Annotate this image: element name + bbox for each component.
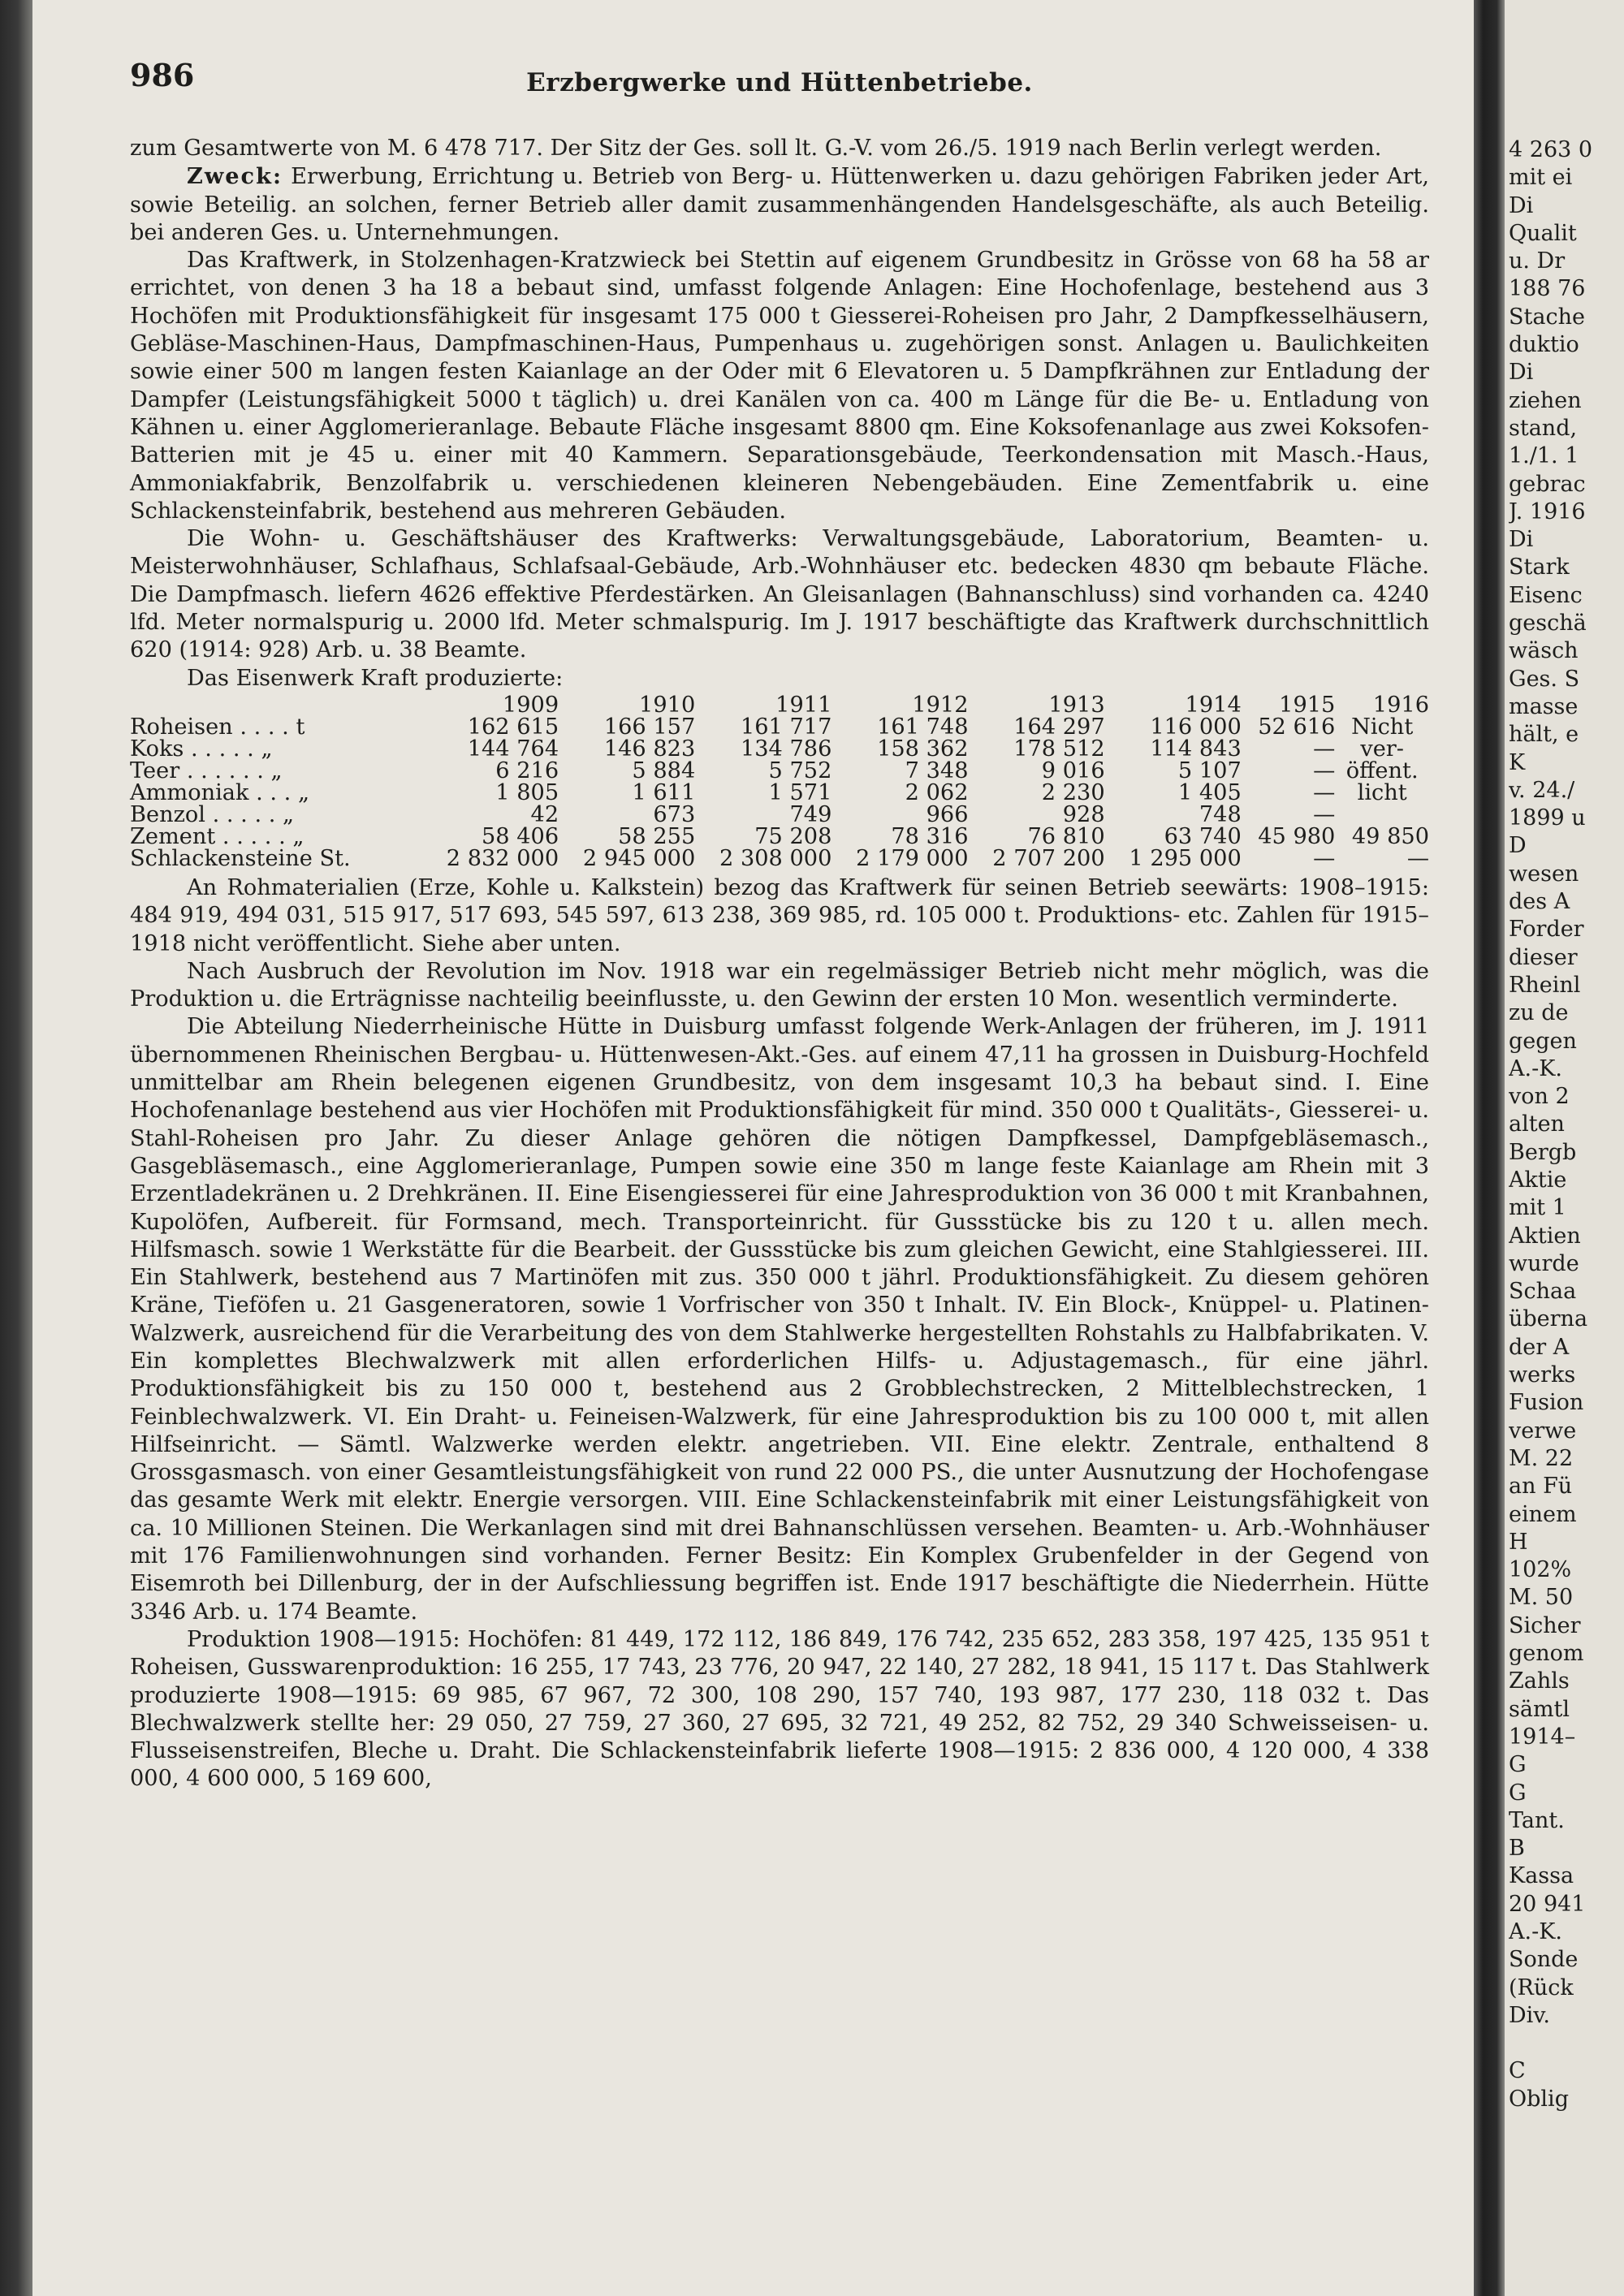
table-cell: — [1313, 757, 1336, 783]
table-row [130, 826, 1429, 848]
table-cell: 134 786 [740, 736, 832, 762]
table-cell: 1 611 [632, 779, 696, 805]
row-label: Teer . . . . . . „ [130, 757, 283, 783]
adjacent-page-fragment: 4 263 0 [1509, 137, 1593, 162]
table-cell: 2 230 [1041, 779, 1105, 805]
table-cell: 928 [1062, 801, 1105, 827]
adjacent-page-fragment: wurde [1509, 1250, 1579, 1276]
table-cell: 178 512 [1013, 736, 1105, 762]
table-cell: 748 [1199, 801, 1242, 827]
zweck-label: Zweck: [187, 163, 283, 190]
table-row [130, 782, 1429, 804]
table-cell: 6 216 [495, 757, 559, 783]
table-cell: 1 571 [768, 779, 832, 805]
paragraph-zweck: Zweck: Erwerbung, Errichtung u. Betrieb von Berg- u. Hüttenwerken u. dazu gehörigen Fabriken jeder Art, sowie Beteilig. an solchen, ferner Betrieb aller damit zusammenhängenden Handelsgeschäfte, als auch Beteilig. bei anderen Ges. u. Unternehmungen. [130, 163, 1429, 245]
adjacent-page-fragment: Stache [1509, 304, 1585, 330]
adjacent-page-fragment: überna [1509, 1306, 1588, 1332]
table-cell: 76 810 [1027, 823, 1105, 849]
adjacent-page-fragment: A.-K. [1509, 1919, 1562, 1944]
table-cell: 5 884 [632, 757, 696, 783]
adjacent-page-fragment: der A [1509, 1334, 1570, 1360]
adjacent-page-fragment: sämtl [1509, 1696, 1570, 1722]
adjacent-page-fragment: Div. [1509, 2002, 1550, 2028]
adjacent-page-fragment: Ges. S [1509, 666, 1580, 692]
row-label: Ammoniak . . . „ [130, 779, 310, 805]
adjacent-page-fragment: D [1509, 833, 1527, 859]
table-cell: 146 823 [603, 736, 696, 762]
adjacent-page-fragment: Stark [1509, 555, 1570, 580]
year-header: 1910 [639, 692, 696, 718]
paragraph-wohnhaeuser: Die Wohn- u. Geschäftshäuser des Kraftwerks: Verwaltungsgebäude, Laboratorium, Beamten- u. Meisterwohnhäuser, Schlafhaus, Schlafsaal-Gebäude, Arb.-Wohnhäuser etc. bedecken 4830 qm bebaute Fläche. Die Dampfmasch. liefern 4626 effektive Pferdestärken. An Gleisanlagen (Bahnanschluss) sind vorhanden ca. 4240 lfd. Meter normalspurig u. 2000 lfd. Meter schmalspurig. Im J. 1917 beschäftigte das Kraftwerk durchschnittlich 620 (1914: 928) Arb. u. 38 Beamte. [130, 526, 1429, 663]
table-cell: — [1313, 845, 1336, 871]
paragraph-produktion: Produktion 1908—1915: Hochöfen: 81 449, 172 112, 186 849, 176 742, 235 652, 283 358, 197 425, 135 951 t Roheisen, Gusswarenproduktion: 16 255, 17 743, 23 776, 20 947, 22 140, 27 282, 18 941, 15 117 t. Das Stahlwerk produzierte 1908—1915: 69 985, 67 967, 72 300, 108 290, 157 740, 193 987, 177 230, 118 032 t. Das Blechwalzwerk stellte her: 29 050, 27 759, 27 360, 27 695, 32 721, 49 252, 82 752, 29 340 Schweisseisen- u. Flusseisenstreifen, Bleche u. Draht. Die Schlackensteinfabrik lieferte 1908—1915: 2 836 000, 4 120 000, 4 338 000, 4 600 000, 5 169 600, [130, 1626, 1429, 1792]
row-label: Roheisen . . . . t [130, 714, 305, 740]
adjacent-page-fragment: werks [1509, 1362, 1576, 1388]
adjacent-page-fragment: G [1509, 1752, 1527, 1778]
year-header: 1909 [502, 692, 559, 718]
table-row [130, 760, 1429, 782]
table-cell: 164 297 [1013, 714, 1105, 740]
adjacent-page-fragment: wäsch [1509, 638, 1579, 664]
adjacent-page-fragment: Tant. [1509, 1807, 1565, 1833]
table-cell: — [1313, 801, 1336, 827]
page-number: 986 [130, 57, 195, 93]
table-cell: 166 157 [603, 714, 696, 740]
table-row [130, 848, 1429, 870]
adjacent-page-fragment: dieser [1509, 944, 1578, 970]
row-label: Schlackensteine St. [130, 845, 351, 871]
adjacent-page-text-fragments [1509, 136, 1624, 2113]
table-cell: 7 348 [905, 757, 969, 783]
adjacent-page-fragment: duktio [1509, 332, 1579, 358]
table-cell: 2 308 000 [719, 845, 832, 871]
paragraph-kraftwerk: Das Kraftwerk, in Stolzenhagen-Kratzwieck bei Stettin auf eigenem Grundbesitz in Grösse von 68 ha 58 ar errichtet, von denen 3 ha 18 a bebaut sind, umfasst folgende Anlagen: Eine Hochofenlage, bestehend aus 3 Hochöfen mit Produktionsfähigkeit für insgesamt 175 000 t Giesserei-Roheisen pro Jahr, 2 Dampfkesselhäusern, Gebläse-Maschinen-Haus, Dampfmaschinen-Haus, Pumpenhaus u. zugehörigen sonst. Anlagen u. Baulichkeiten sowie einer 500 m langen festen Kaianlage an der Oder mit 6 Elevatoren u. 5 Dampfkrähnen zur Entladung der Dampfer (Leistungsfähigkeit 5000 t täglich) u. drei Kanälen von ca. 400 m Länge für die Be- u. Entladung von Kähnen u. einer Agglomerieranlage. Bebaute Fläche insgesamt 8800 qm. Eine Koksofenanlage aus zwei Koksofen-Batterien mit je 45 u. einer mit 40 Kammern. Separationsgebäude, Teerkondensation mit Masch.-Haus, Ammoniakfabrik, Benzolfabrik u. verschiedenen kleineren Nebengebäuden. Eine Zementfabrik u. eine Schlackensteinfabrik, bestehend aus mehreren Gebäuden. [130, 248, 1429, 524]
table-cell: 2 945 000 [582, 845, 696, 871]
scan-binding-shadow-right [1474, 0, 1505, 2296]
table-row [130, 716, 1429, 738]
adjacent-page-fragment: C [1509, 2058, 1526, 2084]
adjacent-page-fragment: Rheinl [1509, 972, 1581, 998]
table-cell: 58 406 [481, 823, 559, 849]
table-cell: 144 764 [467, 736, 559, 762]
table-cell: 2 179 000 [856, 845, 969, 871]
table-cell: 1 405 [1177, 779, 1242, 805]
adjacent-page-fragment [1509, 2030, 1624, 2057]
adjacent-page-fragment: G [1509, 1780, 1527, 1806]
adjacent-page-fragment: A.-K. [1509, 1055, 1562, 1081]
scan-binding-shadow-left [0, 0, 32, 2296]
adjacent-page-fragment: 1./1. 1 [1509, 443, 1579, 469]
table-cell: 5 752 [768, 757, 832, 783]
adjacent-page-fragment: 20 941 [1509, 1891, 1586, 1917]
not-published-note: Nicht ver- öffent. licht [1345, 714, 1419, 805]
adjacent-page-fragment: Fusion [1509, 1390, 1584, 1416]
paragraph-revolution: Nach Ausbruch der Revolution im Nov. 1918 war ein regelmässiger Betrieb nicht mehr möglich, was die Produktion u. die Erträgnisse nachteilig beeinflusste, u. den Gewinn der ersten 10 Mon. wesentlich verminderte. [130, 958, 1429, 1012]
year-header: 1912 [912, 692, 969, 718]
adjacent-page-fragment: Sonde [1509, 1947, 1579, 1973]
adjacent-page-fragment: alten [1509, 1111, 1565, 1137]
adjacent-page-fragment: Aktie [1509, 1167, 1567, 1193]
table-cell: 2 707 200 [992, 845, 1105, 871]
adjacent-page-fragment: mit 1 [1509, 1195, 1566, 1221]
adjacent-page-fragment: 102% [1509, 1557, 1572, 1583]
adjacent-page-fragment: von 2 [1509, 1084, 1570, 1110]
table-cell: 45 980 [1258, 823, 1336, 849]
adjacent-page-fragment: (Rück [1509, 1974, 1574, 2000]
adjacent-page-fragment: Di [1509, 527, 1534, 553]
row-label: Koks . . . . . „ [130, 736, 273, 762]
adjacent-page-fragment: H [1509, 1529, 1528, 1555]
table-cell: 116 000 [1150, 714, 1242, 740]
table-cell: 114 843 [1150, 736, 1242, 762]
table-row [130, 738, 1429, 760]
year-header: 1914 [1185, 692, 1242, 718]
adjacent-page-fragment: Sicher [1509, 1612, 1581, 1638]
adjacent-page-fragment: genom [1509, 1641, 1584, 1667]
adjacent-page-fragment: B [1509, 1836, 1525, 1862]
adjacent-page-fragment: M. 50 [1509, 1585, 1574, 1611]
table-cell: 42 [530, 801, 559, 827]
adjacent-page-fragment: 188 76 [1509, 276, 1586, 302]
adjacent-page-fragment: einem [1509, 1501, 1577, 1527]
table-cell: — [1406, 845, 1429, 871]
table-cell: 63 740 [1164, 823, 1242, 849]
adjacent-page-fragment: Qualit [1509, 220, 1577, 246]
adjacent-page-fragment: Kassa [1509, 1863, 1574, 1889]
adjacent-page-fragment: 1899 u [1509, 805, 1586, 831]
adjacent-page-fragment: K [1509, 749, 1526, 775]
adjacent-page-fragment: Schaa [1509, 1279, 1577, 1305]
table-cell: 5 107 [1177, 757, 1242, 783]
body-text [130, 135, 1429, 1793]
table-cell: 161 717 [740, 714, 832, 740]
adjacent-page-fragment: Zahls [1509, 1668, 1570, 1694]
adjacent-page-fragment: ziehen [1509, 387, 1582, 413]
row-label: Benzol . . . . . „ [130, 801, 295, 827]
table-header-row [130, 694, 1429, 716]
adjacent-page-fragment: hält, e [1509, 722, 1579, 748]
paragraph-continuation: zum Gesamtwerte von M. 6 478 717. Der Sitz der Ges. soll lt. G.-V. vom 26./5. 1919 nach Berlin verlegt werden. [130, 136, 1382, 161]
adjacent-page-fragment: verwe [1509, 1418, 1577, 1444]
table-cell: 158 362 [877, 736, 969, 762]
adjacent-page-fragment: 1914– [1509, 1724, 1576, 1750]
table-cell: 58 255 [618, 823, 696, 849]
table-cell: 49 850 [1351, 823, 1429, 849]
production-table [130, 694, 1429, 870]
table-cell: 52 616 [1258, 714, 1336, 740]
year-header: 1915 [1279, 692, 1336, 718]
table-cell: 2 832 000 [446, 845, 559, 871]
adjacent-page-fragment: mit ei [1509, 165, 1573, 191]
adjacent-page-fragment: u. Dr [1509, 248, 1566, 274]
table-cell: 673 [653, 801, 696, 827]
paragraph-rohmaterialien: An Rohmaterialien (Erze, Kohle u. Kalkstein) bezog das Kraftwerk für seinen Betrieb seewärts: 1908–1915: 484 919, 494 031, 515 917, 517 693, 545 597, 613 238, 369 985, rd. 105 000 t. Produktions- etc. Zahlen für 1915–1918 nicht veröffentlicht. Siehe aber unten. [130, 874, 1429, 956]
adjacent-page-fragment: Di [1509, 360, 1534, 386]
adjacent-page-fragment: gegen [1509, 1028, 1577, 1054]
adjacent-page-fragment: Di [1509, 192, 1534, 218]
adjacent-page-fragment: v. 24./ [1509, 777, 1575, 803]
adjacent-page-fragment: wesen [1509, 861, 1579, 887]
table-cell: 75 208 [754, 823, 832, 849]
running-title: Erzbergwerke und Hüttenbetriebe. [526, 68, 1033, 97]
adjacent-page-fragment: Aktien [1509, 1223, 1581, 1249]
adjacent-page-fragment: des A [1509, 889, 1570, 915]
adjacent-page-fragment: an Fü [1509, 1474, 1573, 1500]
adjacent-page-fragment: Bergb [1509, 1139, 1577, 1165]
adjacent-page-fragment: M. 22 [1509, 1445, 1574, 1471]
adjacent-page-fragment: geschä [1509, 611, 1587, 637]
adjacent-page-fragment: gebrac [1509, 471, 1586, 497]
adjacent-page-fragment: J. 1916 [1509, 498, 1586, 524]
table-cell: — [1313, 779, 1336, 805]
adjacent-page-fragment: Forder [1509, 917, 1584, 943]
paragraph-table-intro: Das Eisenwerk Kraft produzierte: [187, 665, 564, 691]
table-row [130, 804, 1429, 826]
adjacent-page-fragment: Eisenc [1509, 582, 1583, 608]
adjacent-page-fragment: masse [1509, 693, 1579, 719]
table-cell: 2 062 [905, 779, 969, 805]
paragraph-niederrheinische-huette: Die Abteilung Niederrheinische Hütte in Duisburg umfasst folgende Werk-Anlagen der früheren, im J. 1911 übernommenen Rheinischen Bergbau- u. Hüttenwesen-Akt.-Ges. auf einem 47,11 ha grossen in Duisburg-Hochfeld unmittelbar am Rhein belegenen eigenen Grundbesitz, von dem insgesamt 10,3 ha bebaut sind. I. Eine Hochofenanlage bestehend aus vier Hochöfen mit Produktionsfähigkeit für mind. 350 000 t Qualitäts-, Giesserei- u. Stahl-Roheisen pro Jahr. Zu dieser Anlage gehören die nötigen Dampfkessel, Dampfgebläsemasch., Gasgebläsemasch., eine Agglomerieranlage, Pumpen sowie eine 350 m lange feste Kaianlage am Rhein mit 3 Erzentladekränen u. 2 Drehkränen. II. Eine Eisengiesserei für eine Jahresproduktion von 36 000 t mit Kranbahnen, Kupolöfen, Aufbereit. für Formsand, mech. Transporteinricht. für Gussstücke bis zu 120 t u. allen mech. Hilfsmasch. sowie 1 Werkstätte für die Bearbeit. der Gussstücke bis zum gleichen Gewicht, eine Stahlgiesserei. III. Ein Stahlwerk, bestehend aus 7 Martinöfen mit zus. 350 000 t jährl. Produktionsfähigkeit. Zu diesem gehören Kräne, Tieföfen u. 21 Gasgeneratoren, sowie 1 Vorfrischer von 350 t Inhalt. IV. Ein Block-, Knüppel- u. Platinen-Walzwerk, ausreichend für die Verarbeitung des von dem Stahlwerke hergestellten Rohstahls zu Halbfabrikaten. V. Ein komplettes Blechwalzwerk mit allen erforderlichen Hilfs- u. Adjustagemasch., für eine jährl. Produktionsfähigkeit bis zu 150 000 t, bestehend aus 2 Grobblechstrecken, 2 Mittelblechstrecken, 1 Feinblechwalzwerk. VI. Ein Draht- u. Feineisen-Walzwerk, für eine Jahresproduktion bis zu 100 000 t, mit allen Hilfseinricht. — Sämtl. Walzwerke werden elektr. angetrieben. VII. Eine elektr. Zentrale, enthaltend 8 Grossgasmasch. von einer Gesamtleistungsfähigkeit von rund 22 000 PS., die unter Ausnutzung der Hochofengase das gesamte Werk mit elektr. Energie versorgen. VIII. Eine Schlackensteinfabrik mit einer Leistungsfähigkeit von ca. 10 Millionen Steinen. Die Werkanlagen sind mit drei Bahnanschlüssen versehen. Beamten- u. Arb.-Wohnhäuser mit 176 Familienwohnungen sind vorhanden. Ferner Besitz: Ein Komplex Grubenfelder in der Gegend von Eisemroth bei Dillenburg, der in der Aufschliessung begriffen ist. Ende 1917 beschäftigte die Niederrhein. Hütte 3346 Arb. u. 174 Beamte. [130, 1014, 1429, 1625]
table-cell: 78 316 [891, 823, 969, 849]
table-cell: 162 615 [467, 714, 559, 740]
year-header: 1913 [1048, 692, 1105, 718]
table-cell: 161 748 [877, 714, 969, 740]
table-cell: 749 [789, 801, 832, 827]
adjacent-page-fragment: stand, [1509, 415, 1578, 441]
adjacent-page-fragment: Oblig [1509, 2086, 1569, 2112]
table-cell: 1 295 000 [1129, 845, 1242, 871]
table-cell: 9 016 [1041, 757, 1105, 783]
table-cell: 966 [926, 801, 969, 827]
year-header: 1916 [1372, 692, 1429, 718]
year-header: 1911 [775, 692, 832, 718]
table-cell: 1 805 [495, 779, 559, 805]
adjacent-page-fragment: zu de [1509, 1000, 1569, 1026]
table-cell: — [1313, 736, 1336, 762]
row-label: Zement . . . . . „ [130, 823, 304, 849]
